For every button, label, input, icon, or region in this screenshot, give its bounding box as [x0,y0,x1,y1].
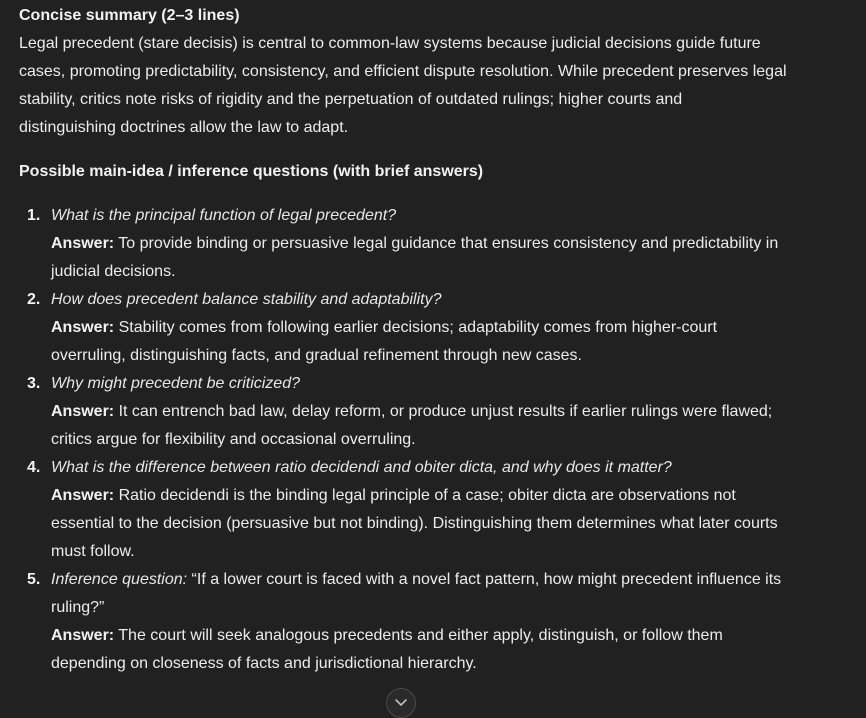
answer-label: Answer: [51,627,115,644]
answer-line: Answer: Stability comes from following earlier decisions; adaptability comes from higher-court [51,319,718,336]
summary-heading: Concise summary (2–3 lines) [19,7,240,24]
answer-line: Answer: The court will seek analogous precedents and either apply, distinguish, or follow them [51,627,723,644]
item-number: 2. [27,291,41,308]
item-number: 5. [27,571,41,588]
question-text-cont: ruling?” [51,599,105,616]
question-text: Inference question: “If a lower court is faced with a novel fact pattern, how might precedent influence its [51,571,782,588]
list-item [19,566,809,678]
questions-heading: Possible main-idea / inference questions (with brief answers) [19,163,484,180]
item-number: 3. [27,375,41,392]
list-item [19,370,809,454]
list-item [19,202,809,286]
answer-label: Answer: [51,235,115,252]
summary-line: distinguishing doctrines allow the law to adapt. [19,119,349,136]
summary-line: cases, promoting predictability, consistency, and efficient dispute resolution. While precedent preserves legal [19,63,787,80]
questions-list [19,202,809,678]
answer-line: overruling, distinguishing facts, and gradual refinement through new cases. [51,347,582,364]
answer-line: must follow. [51,543,135,560]
answer-label: Answer: [51,403,115,420]
summary-paragraph [19,30,809,142]
answer-label: Answer: [51,319,115,336]
item-number: 1. [27,207,41,224]
inference-prefix: Inference question: [51,571,188,588]
answer-line: Answer: It can entrench bad law, delay reform, or produce unjust results if earlier rulings were flawed; [51,403,773,420]
answer-line: essential to the decision (persuasive but not binding). Distinguishing them determines what later courts [51,515,778,532]
chevron-down-icon [395,689,407,717]
summary-line: stability, critics note risks of rigidity and the perpetuation of outdated rulings; higher courts and [19,91,683,108]
list-item [19,454,809,566]
summary-line: Legal precedent (stare decisis) is central to common-law systems because judicial decisions guide future [19,35,761,52]
answer-label: Answer: [51,487,115,504]
answer-line: Answer: To provide binding or persuasive legal guidance that ensures consistency and predictability in [51,235,779,252]
item-number: 4. [27,459,41,476]
scroll-down-button[interactable] [386,688,416,718]
answer-line: depending on closeness of facts and jurisdictional hierarchy. [51,655,477,672]
question-text: What is the difference between ratio decidendi and obiter dicta, and why does it matter? [51,459,672,476]
answer-line: critics argue for flexibility and occasional overruling. [51,431,416,448]
answer-line: Answer: Ratio decidendi is the binding legal principle of a case; obiter dicta are observations not [51,487,736,504]
answer-line: judicial decisions. [51,263,176,280]
list-item [19,286,809,370]
question-text: How does precedent balance stability and adaptability? [51,291,442,308]
question-text: What is the principal function of legal precedent? [51,207,397,224]
question-text: Why might precedent be criticized? [51,375,300,392]
response-content [19,2,809,678]
